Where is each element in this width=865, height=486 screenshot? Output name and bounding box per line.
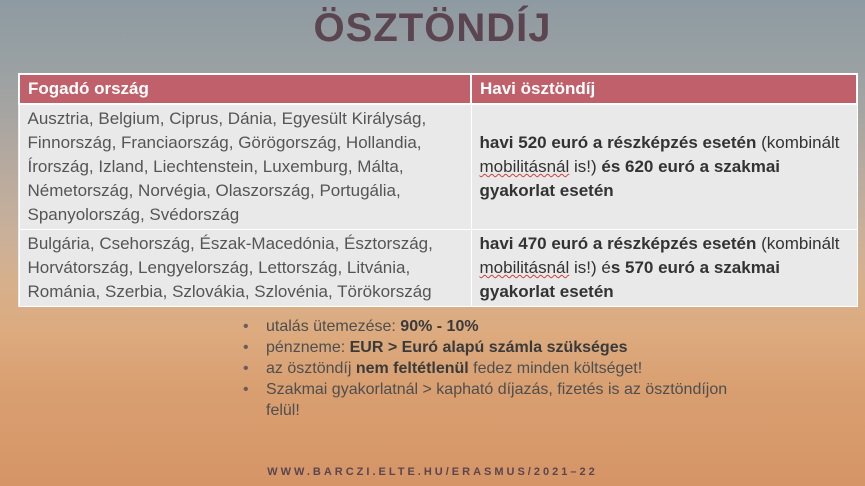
- grant-amount-traineeship: s 570 euró a szakmai gyakorlat esetén: [479, 258, 780, 301]
- bullet-text: az ösztöndíj: [266, 360, 356, 377]
- grant-note: is!): [569, 157, 602, 176]
- list-item: [243, 358, 763, 379]
- table-row: [19, 104, 857, 230]
- countries-cell: Ausztria, Belgium, Ciprus, Dánia, Egyesült Királyság, Finnország, Franciaország, Görögország, Hollandia, Írország, Izland, Liechtenstein, Luxemburg, Málta, Németország, Norvégia, Olaszország, Portugália, Spanyolország, Svédország: [19, 104, 471, 230]
- grant-note: (kombinált: [756, 133, 840, 152]
- grant-amount: havi 520 euró a részképzés esetén: [479, 133, 757, 152]
- bullet-emphasis: 90% - 10%: [400, 318, 479, 335]
- table-header-row: [19, 74, 857, 104]
- bullet-text: pénzneme:: [266, 339, 350, 356]
- bullet-list: [243, 316, 763, 421]
- list-item: [243, 379, 763, 421]
- grant-table: [18, 73, 858, 307]
- grant-note-word: mobilitásnál: [479, 258, 570, 277]
- bullet-emphasis: EUR > Euró alapú számla szükséges: [349, 339, 628, 356]
- column-header-grant: Havi ösztöndíj: [471, 74, 857, 104]
- bullet-icon: •: [243, 360, 249, 377]
- bullet-icon: •: [243, 381, 249, 398]
- bullet-text: fedez minden költséget!: [468, 360, 643, 377]
- bullet-icon: •: [243, 318, 249, 335]
- grant-amount: havi 470 euró a részképzés esetén: [479, 234, 757, 253]
- grant-note: (kombinált: [756, 234, 840, 253]
- bullet-text: Szakmai gyakorlatnál > kapható díjazás, fizetés is az ösztöndíjon felül!: [266, 381, 728, 419]
- grant-cell: [471, 230, 857, 307]
- bullet-text: utalás ütemezése:: [266, 318, 401, 335]
- footer-url: WWW.BARCZI.ELTE.HU/ERASMUS/2021–22: [267, 466, 598, 478]
- bullet-emphasis: nem feltétlenül: [355, 360, 469, 377]
- list-item: [243, 316, 763, 337]
- column-header-country: Fogadó ország: [19, 74, 471, 104]
- list-item: [243, 337, 763, 358]
- countries-cell: Bulgária, Csehország, Észak-Macedónia, Észtország, Horvátország, Lengyelország, Lettország, Litvánia, Románia, Szerbia, Szlovákia, Szlovénia, Törökország: [19, 230, 471, 307]
- grant-cell: [471, 104, 857, 230]
- slide-title: ÖSZTÖNDÍJ: [313, 6, 552, 50]
- grant-note: is!) é: [569, 258, 611, 277]
- bullet-icon: •: [243, 339, 249, 356]
- grant-amount-traineeship: és 620 euró a szakmai gyakorlat esetén: [479, 157, 780, 200]
- table-row: [19, 230, 857, 307]
- grant-note-word: mobilitásnál: [479, 157, 570, 176]
